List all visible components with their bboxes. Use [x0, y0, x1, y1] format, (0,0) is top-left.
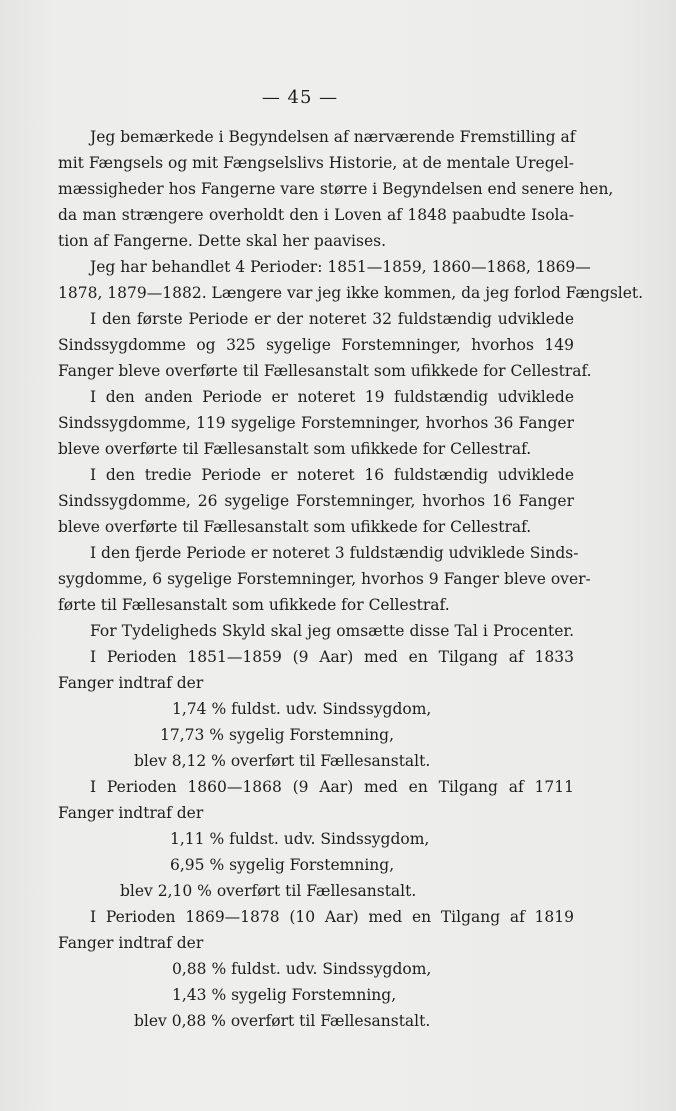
text-line: Sindssygdomme og 325 sygelige Forstemninger, hvorhos 149 [58, 336, 574, 354]
stat-line: 17,73 % sygelig Forstemning, [160, 726, 394, 744]
text-line: I den første Periode er der noteret 32 fuldstændig udviklede [90, 310, 574, 328]
text-line: Jeg har behandlet 4 Perioder: 1851—1859, 1860—1868, 1869— [90, 258, 591, 276]
stat-line: 1,43 % sygelig Forstemning, [172, 986, 397, 1004]
stat-line: blev 0,88 % overført til Fællesanstalt. [134, 1012, 431, 1030]
text-line: I den tredie Periode er noteret 16 fuldstændig udviklede [90, 466, 574, 484]
text-line: Fanger indtraf der [58, 804, 204, 822]
stat-line: blev 2,10 % overført til Fællesanstalt. [120, 882, 417, 900]
text-line: Fanger indtraf der [58, 934, 204, 952]
text-line: bleve overførte til Fællesanstalt som ufikkede for Cellestraf. [58, 440, 532, 458]
text-line: da man strængere overholdt den i Loven af 1848 paabudte Isola- [58, 206, 574, 224]
stat-line: 6,95 % sygelig Forstemning, [170, 856, 395, 874]
text-line: Jeg bemærkede i Begyndelsen af nærværende Fremstilling af [90, 128, 576, 146]
text-line: mit Fængsels og mit Fængselslivs Historie, at de mentale Uregel- [58, 154, 574, 172]
text-line: Fanger bleve overførte til Fællesanstalt som ufikkede for Cellestraf. [58, 362, 592, 380]
text-line: Fanger indtraf der [58, 674, 204, 692]
text-line: bleve overførte til Fællesanstalt som ufikkede for Cellestraf. [58, 518, 532, 536]
text-line: førte til Fællesanstalt som ufikkede for Cellestraf. [58, 596, 450, 614]
text-line: Sindssygdomme, 119 sygelige Forstemninger, hvorhos 36 Fanger [58, 414, 574, 432]
stat-line: 0,88 % fuldst. udv. Sindssygdom, [172, 960, 432, 978]
stat-line: blev 8,12 % overført til Fællesanstalt. [134, 752, 431, 770]
text-line: I den fjerde Periode er noteret 3 fuldstændig udviklede Sinds- [90, 544, 579, 562]
body-text [58, 124, 644, 1034]
stat-line: 1,11 % fuldst. udv. Sindssygdom, [170, 830, 430, 848]
text-line: Sindssygdomme, 26 sygelige Forstemninger, hvorhos 16 Fanger [58, 492, 574, 510]
text-line: I Perioden 1851—1859 (9 Aar) med en Tilgang af 1833 [90, 648, 574, 666]
text-line: I den anden Periode er noteret 19 fuldstændig udviklede [90, 388, 574, 406]
page-number: — 45 — [261, 87, 339, 108]
text-line: mæssigheder hos Fangerne vare større i Begyndelsen end senere hen, [58, 180, 614, 198]
text-line: I Perioden 1860—1868 (9 Aar) med en Tilgang af 1711 [90, 778, 574, 796]
text-line: I Perioden 1869—1878 (10 Aar) med en Tilgang af 1819 [90, 908, 574, 926]
text-line: For Tydeligheds Skyld skal jeg omsætte disse Tal i Procenter. [90, 622, 574, 640]
text-line: tion af Fangerne. Dette skal her paavises. [58, 232, 387, 250]
stat-line: 1,74 % fuldst. udv. Sindssygdom, [172, 700, 432, 718]
text-line: 1878, 1879—1882. Længere var jeg ikke kommen, da jeg forlod Fængslet. [58, 284, 644, 302]
text-line: sygdomme, 6 sygelige Forstemninger, hvorhos 9 Fanger bleve over- [58, 570, 591, 588]
